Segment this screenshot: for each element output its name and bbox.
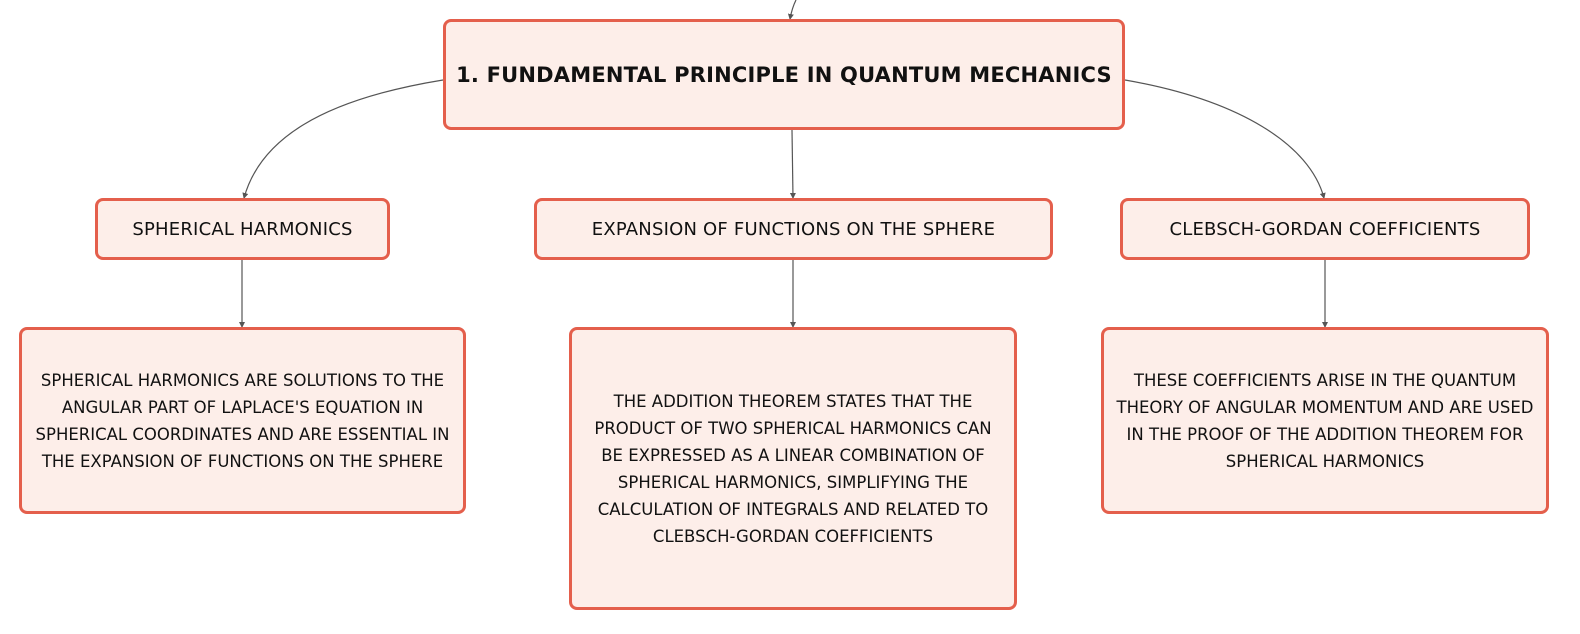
detail-node-clebsch-gordan[interactable] xyxy=(1101,327,1549,514)
branch-label: CLEBSCH-GORDAN COEFFICIENTS xyxy=(1169,218,1481,240)
detail-node-expansion-of-functions[interactable] xyxy=(569,327,1017,610)
detail-text: THESE COEFFICIENTS ARISE IN THE QUANTUM THEORY OF ANGULAR MOMENTUM AND ARE USED IN THE PROOF OF THE ADDITION THEOREM FOR SPHERICAL HARMONICS xyxy=(1116,370,1534,471)
detail-text: SPHERICAL HARMONICS ARE SOLUTIONS TO THE ANGULAR PART OF LAPLACE'S EQUATION IN SPHERICAL COORDINATES AND ARE ESSENTIAL IN THE EXPANSION OF FUNCTIONS ON THE SPHERE xyxy=(35,370,450,471)
connector-root-to-spherical-harmonics xyxy=(244,80,443,198)
branch-node-expansion-of-functions[interactable] xyxy=(534,198,1053,260)
connector-root-to-expansion xyxy=(792,130,793,198)
connector-root-to-clebsch-gordan xyxy=(1125,80,1324,198)
root-title: 1. FUNDAMENTAL PRINCIPLE IN QUANTUM MECHANICS xyxy=(456,62,1112,87)
branch-label: SPHERICAL HARMONICS xyxy=(132,218,353,240)
connector-incoming-root xyxy=(790,0,796,19)
root-node[interactable] xyxy=(443,19,1125,130)
detail-text: THE ADDITION THEOREM STATES THAT THE PRODUCT OF TWO SPHERICAL HARMONICS CAN BE EXPRESSED AS A LINEAR COMBINATION OF SPHERICAL HARMONICS, SIMPLIFYING THE CALCULATION OF INTEGRALS AND RELATED TO CLEBSCH-GORDAN COEFFICIENTS xyxy=(594,391,992,546)
detail-node-spherical-harmonics[interactable] xyxy=(19,327,466,514)
branch-node-clebsch-gordan[interactable] xyxy=(1120,198,1530,260)
branch-label: EXPANSION OF FUNCTIONS ON THE SPHERE xyxy=(591,218,996,240)
branch-node-spherical-harmonics[interactable] xyxy=(95,198,390,260)
